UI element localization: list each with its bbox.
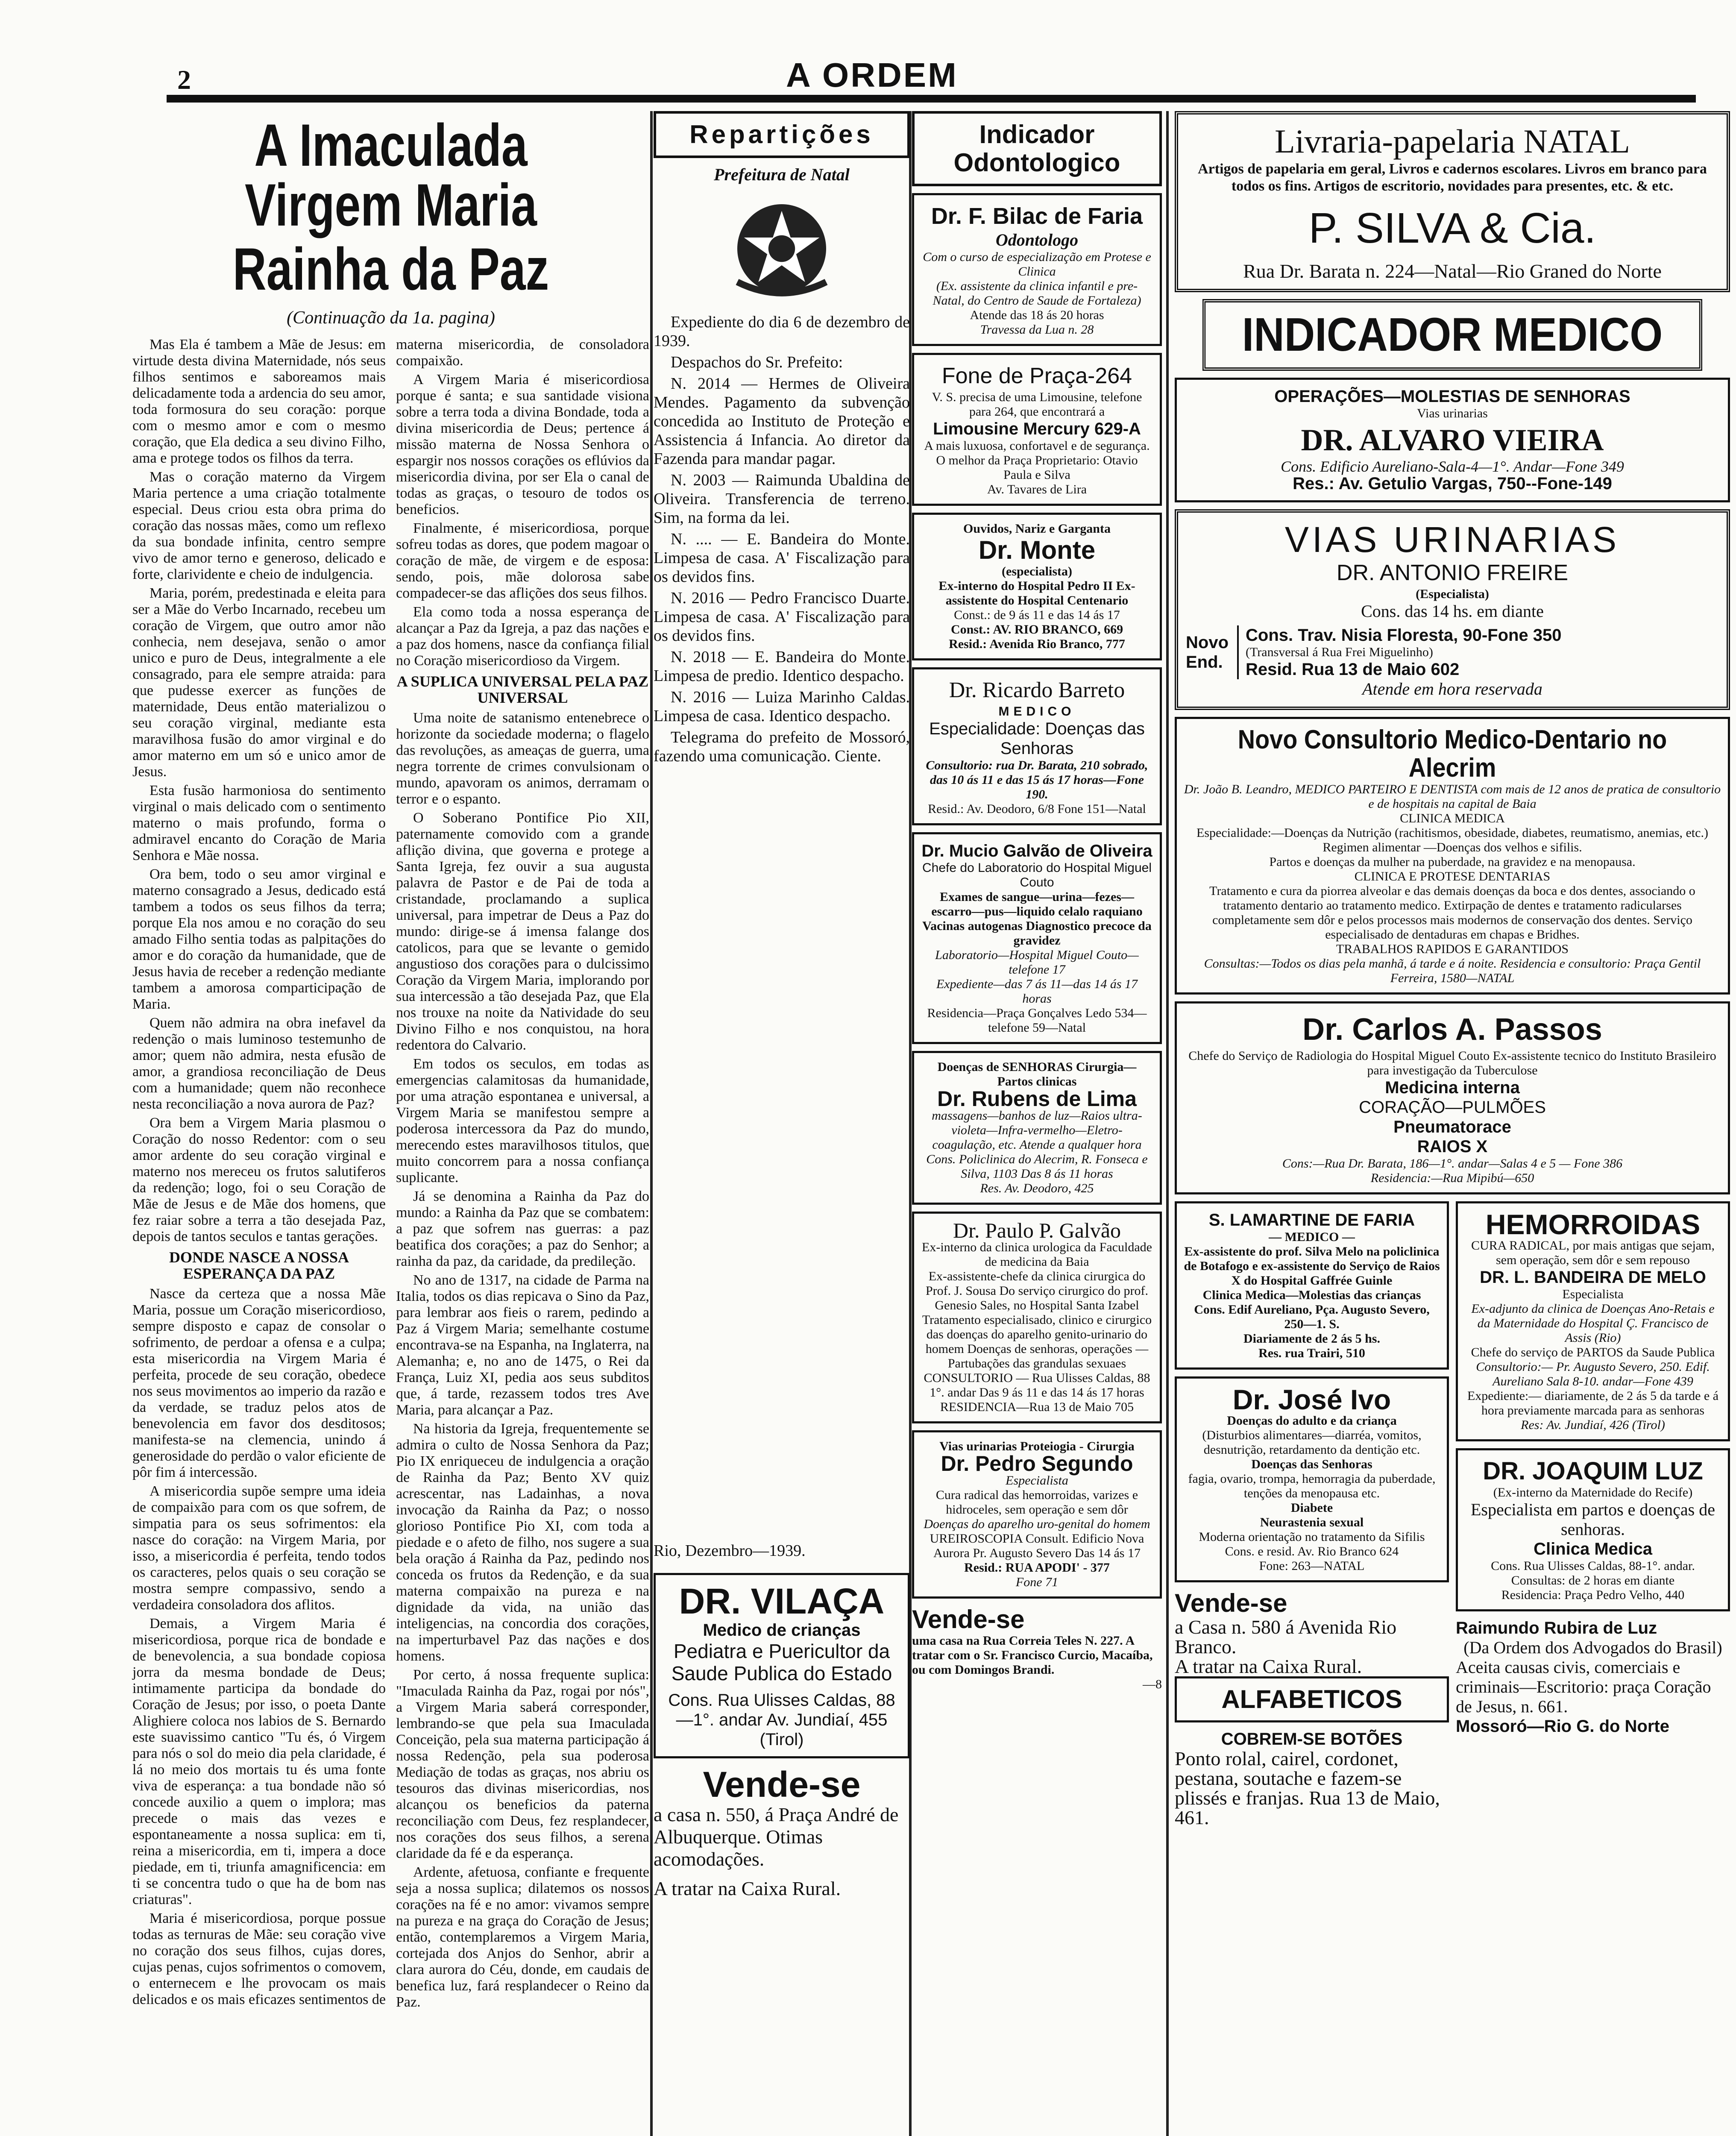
freire-line: Cons. Trav. Nisia Floresta, 90-Fone 350 xyxy=(1246,626,1562,645)
ivo-line: fagia, ovario, trompa, hemorragia da puberdade, tenções da menopausa etc. xyxy=(1188,1472,1436,1500)
reparticoes-paragraph: N. 2018 — E. Bandeira do Monte. Limpesa de predio. Identico despacho. xyxy=(654,648,910,685)
mucio-line: Residencia—Praça Gonçalves Ledo 534—telefone 59—Natal xyxy=(927,1006,1147,1035)
masthead-rule xyxy=(167,95,1696,103)
ad-vilaca xyxy=(654,1573,910,1758)
hemorroidas-name: DR. L. BANDEIRA DE MELO xyxy=(1480,1268,1706,1287)
reparticoes-paragraph: Expediente do dia 6 de dezembro de 1939. xyxy=(654,313,910,350)
hemorroidas-line: Consultorio:— Pr. Augusto Severo, 250. Edif. Aureliano Sala 8-10. andar—Fone 439 xyxy=(1476,1360,1710,1388)
vilaca-line1: Medico de crianças xyxy=(703,1621,861,1640)
ivo-line: Fone: 263—NATAL xyxy=(1259,1559,1365,1573)
ivo-name: Dr. José Ivo xyxy=(1232,1384,1391,1415)
right-bottom-left xyxy=(1175,1201,1449,1828)
reparticoes-paragraph: N. 2016 — Luiza Marinho Caldas. Limpesa de casa. Identico despacho. xyxy=(654,688,910,725)
ad-vende-2 xyxy=(912,1605,1162,1692)
rubra-line: (Da Ordem dos Advogados do Brasil) xyxy=(1463,1638,1722,1657)
ad-vieira xyxy=(1175,378,1730,502)
lamartine-line: Diariamente de 2 ás 5 hs. xyxy=(1243,1332,1380,1346)
reparticoes-paragraph: N. 2016 — Pedro Francisco Duarte. Limpesa de casa. A' Fiscalização para os devidos fins. xyxy=(654,589,910,645)
freire-address-block xyxy=(1186,625,1719,679)
article-paragraph: Na historia da Igreja, frequentemente se admira o culto de Nossa Senhora da Paz; Pio IX enriqueceu de indulgencia a oração de Rainha da Paz; Bento XV quiz acrescentar, nas Ladainhas, a nova invocação da Rainha da Paz; o nosso glorioso Pontifice Pio XI, com toda a piedade e o afeto de filho, nos sugere a sua bela oração á Rainha da Paz, pedindo nos conceda os frutos da Redenção, e da sua materna compaixão na pureza e na dignidade da vida, na união das inteligencias, na concordia dos corações, na imperturbavel Paz das nações e dos homens. xyxy=(396,1421,649,1664)
ad-fone-praca xyxy=(912,353,1162,506)
vende2-code: —8 xyxy=(1143,1677,1162,1691)
segundo-line: Cura radical das hemorroidas, varizes e hidroceles, sem operação e sem dôr xyxy=(935,1488,1138,1517)
livraria-addr: Rua Dr. Barata n. 224—Natal—Rio Graned do Norte xyxy=(1243,260,1662,282)
vilaca-address: Cons. Rua Ulisses Caldas, 88—1°. andar Av. Jundiaí, 455 (Tirol) xyxy=(668,1691,895,1749)
article-subhead: DONDE NASCE A NOSSA ESPERANÇA DA PAZ xyxy=(169,1249,349,1282)
monte-line: Ex-interno do Hospital Pedro II Ex-assistente do Hospital Centenario xyxy=(938,579,1135,607)
hemorroidas-line: Res: Av. Jundiaí, 426 (Tirol) xyxy=(1521,1418,1665,1432)
passos-line: Cons:—Rua Dr. Barata, 186—1°. andar—Salas 4 e 5 — Fone 386 xyxy=(1282,1156,1623,1171)
fone-text: V. S. precisa de uma Limousine, telefone para 264, que encontrará a xyxy=(932,390,1142,419)
article-subhead: A SUPLICA UNIVERSAL PELA PAZ UNIVERSAL xyxy=(396,673,649,706)
passos-line: Medicina interna xyxy=(1385,1078,1520,1097)
passos-line: Residencia:—Rua Mipibú—650 xyxy=(1370,1171,1534,1185)
freire-side1: Novo xyxy=(1186,633,1229,652)
alecrim-title: Novo Consultorio Medico-Dentario no Alecrim xyxy=(1237,725,1667,783)
passos-line: CORAÇÃO—PULMÕES xyxy=(1359,1098,1546,1117)
coat-of-arms-icon xyxy=(726,193,837,304)
freire-spec: (Especialista) xyxy=(1416,587,1489,601)
ad-segundo xyxy=(912,1430,1162,1599)
reparticoes-paragraph: Telegrama do prefeito de Mossoró, fazendo uma comunicação. Ciente. xyxy=(654,728,910,765)
lima-line: massagens—banhos de luz—Raios ultra-violeta—Infra-vermelho—Eletro-coagulação, etc. Atende a qualquer hora xyxy=(932,1109,1142,1152)
ivo-line: Neurastenia sexual xyxy=(1260,1515,1364,1529)
article-paragraph: Por certo, á nossa frequente suplica: "Imaculada Rainha da Paz, rogai por nós", a Virgem Maria saberá corresponder, lembrando-se que pela sua Imaculada Conceição, pela sua materna participação á nossa Redenção, pela sua poderosa Mediação de todas as graças, nos abriu os tesouros das divinas misericordias, nos alcançou os beneficios da paterna reconciliação com Deus, fez resplandecer, nos corações dos seus filhos, a serena claridade da fé e da esperança. xyxy=(396,1667,649,1861)
mucio-name: Dr. Mucio Galvão de Oliveira xyxy=(921,842,1152,860)
article-continued: (Continuação da 1a. pagina) xyxy=(287,308,495,328)
monte-line: Resid.: Avenida Rio Branco, 777 xyxy=(949,637,1125,651)
luz-line: Clinica Medica xyxy=(1534,1540,1652,1558)
odonto-header: Indicador Odontologico xyxy=(912,111,1162,186)
right-bottom-right xyxy=(1456,1201,1730,1828)
ad-galvao xyxy=(912,1212,1162,1423)
vieira-name: DR. ALVARO VIEIRA xyxy=(1301,423,1604,457)
barreto-spec: MEDICO xyxy=(998,704,1076,719)
mucio-line: Laboratorio—Hospital Miguel Couto—telefone 17 xyxy=(935,948,1139,977)
vende3-footer: A tratar na Caixa Rural. xyxy=(1175,1655,1362,1677)
article-paragraph: Mas o coração materno da Virgem Maria pertence a uma criação totalmente especial. Deus criou esta obra prima do coração das nossas mães, como um reflexo da sua bondade infinita, centro sempre vivo de amor terno e generoso, delicado e forte, clarividente e cheio de indulgencia. xyxy=(132,469,386,582)
article-title-line2: Rainha da Paz xyxy=(232,235,549,302)
freire-line: (Transversal á Rua Frei Miguelinho) xyxy=(1246,645,1433,659)
alecrim-line: CLINICA E PROTESE DENTARIAS xyxy=(1354,869,1551,883)
lamartine-line: Ex-assistente do prof. Silva Melo na policlinica de Botafogo e ex-assistente do Serviço de Raios X do Hospital Gaffrée Guinle xyxy=(1184,1244,1440,1288)
galvao-line: RESIDENCIA—Rua 13 de Maio 705 xyxy=(940,1400,1134,1414)
vieira-line: Vias urinarias xyxy=(1417,406,1488,420)
masthead xyxy=(0,0,1736,107)
article-paragraph: No ano de 1317, na cidade de Parma na Italia, todos os dias repicava o Sino da Paz, para lembrar aos fieis o rarem, pedindo a Paz á Virgem Maria; semelhante costume encontrava-se na Espanha, na Inglaterra, na Alemanha; e, no ano de 1475, o Rei da França, Luiz XI, pedia aos seus subditos que, á tarde, rezassem todos tres Ave Maria, para alcançar a Paz. xyxy=(396,1272,649,1418)
article-paragraph: Em todos os seculos, em todas as emergencias calamitosas da humanidade, por uma atração espontanea e universal, a Virgem Maria se manifestou sempre a poderosa intercessora da Paz do mundo, merecendo estes maravilhosos titulos, que muito concorrem para a nossa confiança suplicante. xyxy=(396,1056,649,1185)
ad-hemorroidas xyxy=(1456,1201,1730,1441)
barreto-name: Dr. Ricardo Barreto xyxy=(949,678,1125,702)
monte-line: Const.: AV. RIO BRANCO, 669 xyxy=(950,622,1123,637)
article-paragraph: Maria é misericordiosa, porque possue todas as ternuras de Mãe: seu coração vive no coração dos seus filhos, cujas dores, cujas penas, cujos sofrimentos o comovem, o enternecem e lhe provocam os mais delicados e os mais eficazes sentimentos de materna misericordia, de consoladora compaixão. xyxy=(132,337,649,2007)
ad-passos xyxy=(1175,1001,1730,1194)
column-divider xyxy=(650,111,653,2136)
freire-line: Cons. das 14 hs. em diante xyxy=(1361,601,1544,621)
bilac-line: Atende das 18 ás 20 horas xyxy=(970,308,1104,322)
ad-vende-1 xyxy=(654,1765,910,1898)
fone-addr: Av. Tavares de Lira xyxy=(987,482,1087,496)
ad-ivo xyxy=(1175,1376,1449,1582)
ivo-line: Doenças das Senhoras xyxy=(1251,1457,1372,1471)
hemorroidas-title: HEMORROIDAS xyxy=(1485,1209,1701,1240)
ad-lima xyxy=(912,1051,1162,1205)
column-divider xyxy=(1166,111,1169,2136)
reparticoes-title: Repartições xyxy=(689,120,874,149)
vende2-text: uma casa na Rua Correia Teles N. 227. A tratar com o Sr. Francisco Curcio, Macaíba, ou com Domingos Brandi. xyxy=(912,1634,1153,1677)
freire-name: DR. ANTONIO FREIRE xyxy=(1336,560,1569,585)
galvao-line: CONSULTORIO — Rua Ulisses Caldas, 88 1°. andar Das 9 ás 11 e das 14 ás 17 horas xyxy=(924,1371,1150,1400)
article-paragraph: Maria, porém, predestinada e eleita para ser a Mãe do Verbo Incarnado, recebeu um coração de Virgem, que outro amor não conhecia, nem desejava, senão o amor unico e puro de Deus, integralmente a ele consagrado, para ele sempre atraida: para que pudesse exercer as funções de maternidade, Deus então materializou o seu coração virginal, mediante esta maravilhosa fusão do amor virginal e do amor materno em um só e unico amor de Jesus. xyxy=(132,585,386,780)
mucio-line: Chefe do Laboratorio do Hospital Miguel Couto xyxy=(922,861,1152,889)
monte-spec: (especialista) xyxy=(1002,564,1072,578)
alecrim-line: Consultas:—Todos os dias pela manhã, á tarde e á noite. Residencia e consultorio: Praça Gentil Ferreira, 1580—NATAL xyxy=(1204,957,1701,985)
bilac-name: Dr. F. Bilac de Faria xyxy=(931,203,1143,229)
ad-luz xyxy=(1456,1448,1730,1611)
bilac-spec: Odontologo xyxy=(995,230,1079,249)
bilac-line: Travessa da Lua n. 28 xyxy=(980,323,1094,337)
luz-line: (Ex-interno da Maternidade do Recife) xyxy=(1493,1485,1693,1499)
vieira-line: OPERAÇÕES—MOLESTIAS DE SENHORAS xyxy=(1274,387,1630,406)
mucio-line: Expediente—das 7 ás 11—das 14 ás 17 horas xyxy=(936,977,1138,1006)
reparticoes-paragraph: N. .... — E. Bandeira do Monte. Limpesa de casa. A' Fiscalização para os devidos fins. xyxy=(654,530,910,586)
segundo-spec: Especialista xyxy=(1006,1473,1068,1488)
right-ads-column xyxy=(1175,111,1730,1828)
article-body xyxy=(132,337,649,2010)
ad-monte xyxy=(912,513,1162,660)
alecrim-line: Especialidade:—Doenças da Nutrição (rachitismos, obesidade, diabetes, reumatismo, anemias, etc.) Regimen alimentar —Doenças dos velhos e sifilis. xyxy=(1196,826,1708,854)
segundo-line: UREIROSCOPIA Consult. Edificio Nova Aurora Pr. Augusto Severo Das 14 ás 17 xyxy=(930,1532,1144,1560)
ad-mucio xyxy=(912,832,1162,1044)
lamartine-name: S. LAMARTINE DE FARIA xyxy=(1208,1211,1415,1229)
freire-title: VIAS URINARIAS xyxy=(1284,519,1620,560)
galvao-line: Ex-assistente-chefe da clinica cirurgica do Prof. J. Sousa Do serviço cirurgico do prof. Genesio Sales, no Hospital Santa Izabel xyxy=(925,1269,1149,1312)
rubra-name: Raimundo Rubira de Luz xyxy=(1456,1619,1657,1637)
page-number: 2 xyxy=(177,65,191,95)
odontologico-column xyxy=(912,111,1162,1692)
segundo-line: Doenças do aparelho uro-genital do homem xyxy=(924,1517,1150,1531)
article-paragraph: Demais, a Virgem Maria é misericordiosa, porque rica de bondade e de benevolencia, a sua bondade copiosa jorra da mesma bondade de Deus; intimamente participa da bondade do Coração de Jesus; por isso, o poeta Dante Alighiere coloca nos labios de S. Bernardo este suavissimo cantico "Tu és, ó Virgem para nós o sol do meio dia pela claridade, é lá no meio dos mortais tu és uma fonte viva de esperança: a tua bondade não só concede auxilio a quem o implora; mas precede o mais das vezes e espontaneamente a nossa suplica: em ti, reina a misericordia, em ti, impera a doce piedade, em ti, triunfa amagnificencia: em ti se concentra tudo o que ha de bom nas criaturas". xyxy=(132,1616,386,1907)
lamartine-line: Res. rua Trairi, 510 xyxy=(1258,1346,1365,1360)
vieira-line: Res.: Av. Getulio Vargas, 750--Fone-149 xyxy=(1293,474,1612,493)
passos-name: Dr. Carlos A. Passos xyxy=(1302,1012,1602,1047)
galvao-line: Tratamento especialisado, clinico e cirurgico das doenças do aparelho genito-urinario do homem Doenças de senhoras, operações — Partubações das grandulas sexuaes xyxy=(922,1313,1152,1370)
reparticoes-subtitle: Prefeitura de Natal xyxy=(714,165,850,184)
freire-side xyxy=(1186,633,1229,672)
ad-lamartine xyxy=(1175,1201,1449,1370)
lima-name: Dr. Rubens de Lima xyxy=(937,1087,1137,1111)
article-paragraph: Ora bem, todo o seu amor virginal e materno consagrado a Jesus, dedicado está tambem a todos os seus filhos da terra; porque Ela nos amou e no coração do seu amado Filho sentia todas as palpitações do amor e do coração da humanidade, que de Jesus havia de receber a redenção mediante tambem a amorosa comparticipação de Maria. xyxy=(132,866,386,1012)
monte-head: Ouvidos, Nariz e Garganta xyxy=(963,522,1111,536)
article-paragraph: A Virgem Maria é misericordiosa porque é santa; e sua santidade visiona sobre a terra toda a divina Bondade, toda a divina misericordia de Deus; pertence á missão materna de Nossa Senhora o espargir nos nossos corações os eflúvios da misericordia divina, por ser Ela o canal de todas as graças, o tesouro de todos os beneficios. xyxy=(396,372,649,517)
vende1-title: Vende-se xyxy=(703,1764,861,1804)
rubra-line: Mossoró—Rio G. do Norte xyxy=(1456,1717,1669,1736)
segundo-head: Vias urinarias Proteiogia - Cirurgia xyxy=(939,1439,1135,1453)
indicador-medico-title: INDICADOR MEDICO xyxy=(1202,299,1702,371)
bilac-line: Com o curso de especialização em Protese e Clinica xyxy=(923,250,1151,279)
alecrim-line: TRABALHOS RAPIDOS E GARANTIDOS xyxy=(1336,942,1569,956)
lamartine-line: Clinica Medica—Molestias das crianças xyxy=(1202,1288,1421,1302)
alecrim-line: Partos e doenças da mulher na puberdade, na gravidez e na menopausa. xyxy=(1269,855,1636,869)
monte-line: Const.: de 9 ás 11 e das 14 ás 17 xyxy=(954,608,1120,622)
ivo-line: Moderna orientação no tratamento da Sifilis xyxy=(1199,1530,1425,1544)
passos-line: Chefe do Serviço de Radiologia do Hospital Miguel Couto Ex-assistente tecnico do Instituto Brasileiro para investigação da Tuberculose xyxy=(1188,1049,1716,1077)
article-paragraph: Ora bem a Virgem Maria plasmou o Coração do nosso Redentor: com o seu amor ardente do seu coração virginal e materno nos mereceu os frutos salutiferos da redenção; logo, foi o seu Coração de Mãe de Jesus e de Mãe dos homens, que fez raiar sobre a terra a tão desejada Paz, depois de tantos seculos e tantas gerações. xyxy=(132,1115,386,1244)
livraria-title: Livraria-papelaria NATAL xyxy=(1275,123,1630,160)
article-paragraph: O Soberano Pontifice Pio XII, paternamente comovido com a grande aflição divina, que governa e protege a Santa Igreja, fez ouvir a sua augusta palavra de Pastor e de Pai de toda a cristandade, proclamando a suplica universal, para impetrar de Deus a Paz do mundo: dirige-se á imensa falange dos catolicos, para que se levante o gemido angustioso dos corações para o dulcissimo Coração da Virgem Maria, implorando por sua intercessão a tão desejada Paz, que Ela nos trouxe na noite da Natividade do seu Divino Filho e nos conquistou, na hora redentora do Calvario. xyxy=(396,810,649,1053)
ad-livraria xyxy=(1175,111,1730,292)
ad-freire xyxy=(1175,509,1730,710)
alfabeticos-line2: Ponto rolal, cairel, cordonet, pestana, soutache e fazem-se plissés e franjas. Rua 13 de Maio, 461. xyxy=(1175,1748,1440,1828)
rubra-line: Aceita causas civis, comerciais e criminais—Escritorio: praça Coração de Jesus, n. 661. xyxy=(1456,1658,1711,1716)
right-bottom-grid xyxy=(1175,1201,1730,1828)
reparticoes-body xyxy=(654,313,910,766)
article-title-line1: A Imaculada Virgem Maria xyxy=(245,111,537,238)
freire-address xyxy=(1237,625,1562,679)
vende1-footer: A tratar na Caixa Rural. xyxy=(654,1878,841,1899)
ad-barreto xyxy=(912,667,1162,825)
article-paragraph: Ela como toda a nossa esperança de alcançar a Paz da Igreja, a paz das nações e a paz dos homens, nasce da confiança filial no Coração misericordioso da Virgem. xyxy=(396,604,649,669)
barreto-line: Consultorio: rua Dr. Barata, 210 sobrado, das 10 ás 11 e das 15 ás 17 horas—Fone 190. xyxy=(926,758,1148,801)
ad-rubra xyxy=(1456,1618,1730,1736)
lima-head: Doenças de SENHORAS Cirurgia—Partos clinicas xyxy=(937,1060,1137,1089)
fone-title: Fone de Praça-264 xyxy=(941,364,1132,388)
passos-line: RAIOS X xyxy=(1417,1137,1488,1156)
segundo-line: Fone 71 xyxy=(1015,1575,1059,1589)
hemorroidas-line: Ex-adjunto da clinica de Doenças Ano-Retais e da Maternidade do Hospital Ç. Francisco de Assis (Rio) xyxy=(1471,1302,1715,1345)
vende3-title: Vende-se xyxy=(1175,1589,1287,1617)
ad-alecrim xyxy=(1175,717,1730,995)
livraria-text: Artigos de papelaria em geral, Livros e cadernos escolares. Livros em branco para todos os fins. Artigos de escritorio, novidades para presentes, etc. & etc. xyxy=(1198,161,1707,194)
ivo-line: Cons. e resid. Av. Rio Branco 624 xyxy=(1225,1544,1399,1558)
article-paragraph: Esta fusão harmoniosa do sentimento virginal o mais delicado com o sentimento materno o mais profundo, forma o admiravel encanto do Coração de Maria Senhora e Mãe nossa. xyxy=(132,783,386,863)
vende3-text: a Casa n. 580 á Avenida Rio Branco. xyxy=(1175,1616,1397,1658)
alecrim-line: Tratamento e cura da piorrea alveolar e das demais doenças da boca e dos dentes, associando o tratamento dentario ao tratamento medico. Extirpação de dentes e tratamento radicularses completamente sem dôr e pelos processos mais modernos de conservação dos dentes. Serviço especialisado de dentaduras em chapas e Bridhes. xyxy=(1209,884,1695,942)
reparticoes-date: Rio, Dezembro—1939. xyxy=(654,1542,806,1560)
freire-side2: End. xyxy=(1186,653,1223,672)
reparticoes-paragraph: Despachos do Sr. Prefeito: xyxy=(671,353,843,371)
vende2-title: Vende-se xyxy=(912,1605,1025,1634)
ivo-line: Doenças do adulto e da criança xyxy=(1227,1414,1397,1428)
vilaca-line2: Pediatra e Puericultor da Saude Publica do Estado xyxy=(671,1640,892,1684)
article-paragraph: Mas Ela é tambem a Mãe de Jesus: em virtude desta divina Maternidade, nós seus filhos sentimos e saboreamos mais delicadamente toda a ardencia do seu amor, toda formosura do seu coração: porque com o mesmo amor e com o mesmo coração, que Ela dedica a seu divino Filho, ama e protege todos os filhos da terra. xyxy=(132,337,386,466)
reparticoes-column xyxy=(654,111,910,1898)
lima-line: Cons. Policlinica do Alecrim, R. Fonseca e Silva, 1103 Das 8 ás 11 horas xyxy=(926,1152,1148,1181)
galvao-line: Ex-interno da clinica urologica da Faculdade de medicina da Baia xyxy=(922,1240,1152,1269)
hemorroidas-line: Chefe do serviço de PARTOS da Saude Publica xyxy=(1471,1345,1715,1359)
barreto-line: Especialidade: Doenças das Senhoras xyxy=(929,719,1145,758)
luz-line: Residencia: Praça Pedro Velho, 440 xyxy=(1501,1588,1685,1602)
alfabeticos-line1: COBREM-SE BOTÕES xyxy=(1221,1730,1403,1749)
luz-line: Cons. Rua Ulisses Caldas, 88-1°. andar. Consultas: de 2 horas em diante xyxy=(1491,1559,1695,1587)
newspaper-title: A ORDEM xyxy=(786,56,958,94)
spacer xyxy=(654,768,910,1537)
luz-name: DR. JOAQUIM LUZ xyxy=(1483,1457,1703,1485)
article-paragraph: Uma noite de satanismo entenebrece o horizonte da sociedade moderna; o flagelo das revoluções, as ameaças de guerra, uma negra torrente de crimes convulsionam o mundo, apavoram os animos, derramam o terror e o espanto. xyxy=(396,710,649,807)
article-paragraph: Já se denomina a Rainha da Paz do mundo: a Rainha da Paz que se combatem: a paz que sofrem nas guerras: a paz beatifica dos corações; a paz do Senhor; a rainha da paz, da caridade, da predileção. xyxy=(396,1188,649,1269)
hemorroidas-line: Expediente:— diariamente, de 2 ás 5 da tarde e á hora previamente marcada para as senhoras xyxy=(1467,1389,1719,1417)
livraria-brand: P. SILVA & Cia. xyxy=(1308,204,1596,252)
alfabeticos-title: ALFABETICOS xyxy=(1175,1676,1449,1722)
freire-line: Resid. Rua 13 de Maio 602 xyxy=(1246,660,1460,679)
article-paragraph: Nasce da certeza que a nossa Mãe Maria, possue um Coração misericordioso, sempre disposto e capaz de consolar o sofrimento, de perdoar a ofensa e a culpa; esta misericordia na Virgem Maria é perfeita, procede de seu coração, obedece nos seus movimentos ao imperio da razão e da verdade, se traduz pelos atos de benevolencia em favor dos desditosos; manifesta-se na clemencia, unindo á generosidade do perdão o valor eficiente de pôr fim á intercessão. xyxy=(132,1286,386,1480)
vieira-line: Cons. Edificio Aureliano-Sala-4—1°. Andar—Fone 349 xyxy=(1281,458,1624,475)
passos-line: Pneumatorace xyxy=(1393,1118,1511,1136)
reparticoes-paragraph: N. 2003 — Raimunda Ubaldina de Oliveira. Transferencia de terreno. Sim, na forma da lei. xyxy=(654,471,910,527)
main-article xyxy=(132,111,649,2010)
article-paragraph: Ardente, afetuosa, confiante e frequente seja a nossa suplica; dilatemos os nossos corações na fé e no amor: vivamos sempre na pureza e na graça do Coração de Jesus; então, contemplaremos a Virgem Maria, cortejada dos Anjos do Senhor, abrir a clara aurora do Céu, donde, em caudais de benefica luz, fará resplandecer o Reino da Paz. xyxy=(396,1864,649,2010)
galvao-name: Dr. Paulo P. Galvão xyxy=(953,1218,1121,1242)
hemorroidas-line: Especialista xyxy=(1562,1287,1624,1301)
mucio-line: Exames de sangue—urina—fezes—escarro—pus—liquido celalo raquiano Vacinas autogenas Diagnostico precoce da gravidez xyxy=(922,890,1152,948)
hemorroidas-line: CURA RADICAL, por mais antigas que sejam, sem operação, sem dôr e sem repouso xyxy=(1471,1238,1715,1267)
fone-car: Limousine Mercury 629-A xyxy=(933,420,1141,438)
fone-text2: A mais luxuosa, confortavel e de segurança. O melhor da Praça Proprietario: Otavio Paula e Silva xyxy=(924,439,1150,482)
article-paragraph: Quem não admira na obra inefavel da redenção o mais luminoso testemunho de amor; quem não admira, nesta efusão de amor, a grandiosa reconciliação de Deus com a humanidade; quem não reconhece nesta reconciliação a nova aurora de Paz? xyxy=(132,1015,386,1112)
freire-line: Atende em hora reservada xyxy=(1362,679,1542,698)
monte-name: Dr. Monte xyxy=(978,536,1096,564)
luz-line: Especialista em partos e doenças de senhoras. xyxy=(1471,1500,1715,1539)
reparticoes-header xyxy=(654,111,910,158)
reparticoes-paragraph: N. 2014 — Hermes de Oliveira Mendes. Pagamento da subvenção concedida ao Instituto de Proteção e Assistencia á Infancia. Ao diretor da Fazenda para mandar pagar. xyxy=(654,375,910,468)
segundo-name: Dr. Pedro Segundo xyxy=(941,1452,1133,1476)
bilac-line: (Ex. assistente da clinica infantil e pre-Natal, do Centro de Saude de Fortaleza) xyxy=(933,279,1141,308)
ad-vende-3 xyxy=(1175,1589,1449,1676)
barreto-line: Resid.: Av. Deodoro, 6/8 Fone 151—Natal xyxy=(928,802,1146,816)
lamartine-spec: — MEDICO — xyxy=(1269,1230,1355,1244)
article-paragraph: A misericordia supõe sempre uma ideia de compaixão para com os que sofrem, de simpatia para os seus sofrimentos: ela nasce do coração: na Virgem Maria, por isso, a misericordia é perfeita, tendo todos os caracteres, pelos quais o seu coração se mostra sempre compassivo, sendo a verdadeira consoladora dos aflitos. xyxy=(132,1483,386,1613)
segundo-line: Resid.: RUA APODI' - 377 xyxy=(964,1561,1110,1575)
ivo-line: Diabete xyxy=(1290,1501,1333,1515)
ivo-line: (Disturbios alimentares—diarréa, vomitos, desnutrição, retardamento da dentição etc. xyxy=(1202,1428,1422,1457)
alecrim-line: CLINICA MEDICA xyxy=(1400,811,1505,825)
lima-line: Res. Av. Deodoro, 425 xyxy=(980,1181,1094,1195)
alecrim-line: Dr. João B. Leandro, MEDICO PARTEIRO E DENTISTA com mais de 12 anos de pratica de consultorio e de hospitais na capital de Baia xyxy=(1184,782,1721,811)
vende1-text: a casa n. 550, á Praça André de Albuquerque. Otimas acomodações. xyxy=(654,1804,899,1870)
article-paragraph: Finalmente, é misericordiosa, porque sofreu todas as dores, que podem magoar o coração de mãe, de virgem e de esposa: sendo, pois, mãe dolorosa sabe compadecer-se das aflições dos seus filhos. xyxy=(396,520,649,601)
lamartine-line: Cons. Edif Aureliano, Pça. Augusto Severo, 250—1. S. xyxy=(1194,1303,1430,1331)
ad-bilac xyxy=(912,193,1162,346)
vilaca-name: DR. VILAÇA xyxy=(679,1581,885,1621)
